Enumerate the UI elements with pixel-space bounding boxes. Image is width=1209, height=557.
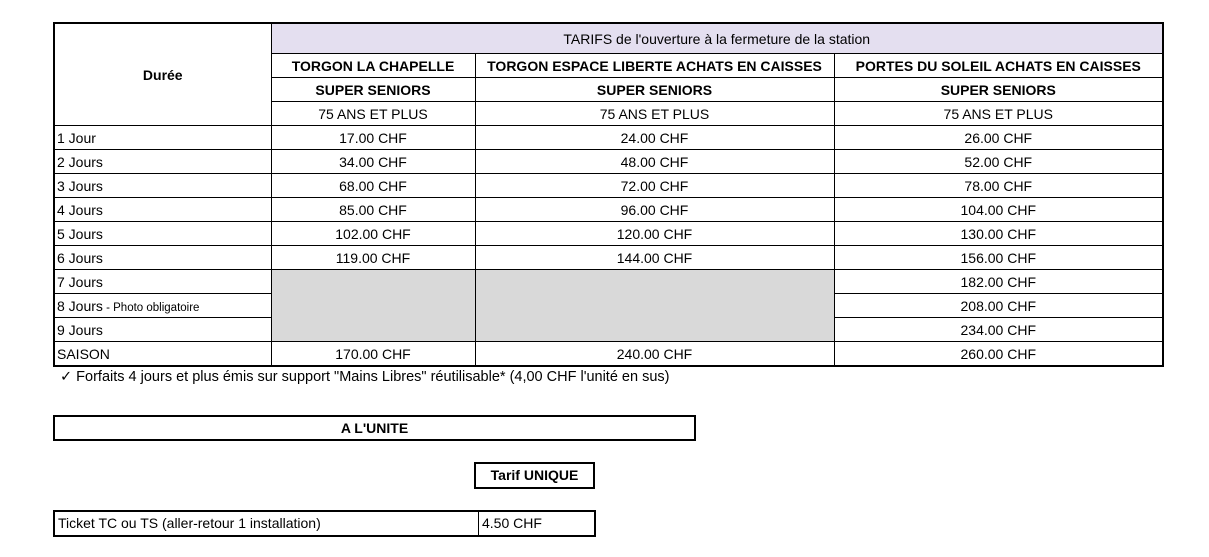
duration-cell: 9 Jours (54, 318, 271, 342)
table-title: TARIFS de l'ouverture à la fermeture de la station (271, 23, 1163, 54)
col-age: 75 ANS ET PLUS (271, 102, 475, 126)
price-cell: 72.00 CHF (475, 174, 834, 198)
col-station-name: PORTES DU SOLEIL ACHATS EN CAISSES (834, 54, 1163, 78)
price-cell: 260.00 CHF (834, 342, 1163, 367)
tarif-unique-header: Tarif UNIQUE (474, 462, 595, 489)
price-cell: 120.00 CHF (475, 222, 834, 246)
ticket-row (53, 510, 596, 537)
col-station-name: TORGON ESPACE LIBERTE ACHATS EN CAISSES (475, 54, 834, 78)
price-cell: 52.00 CHF (834, 150, 1163, 174)
price-cell: 144.00 CHF (475, 246, 834, 270)
price-cell: 17.00 CHF (271, 126, 475, 150)
price-cell: 182.00 CHF (834, 270, 1163, 294)
duration-cell: 2 Jours (54, 150, 271, 174)
price-cell: 208.00 CHF (834, 294, 1163, 318)
duration-cell: 7 Jours (54, 270, 271, 294)
title-row (54, 23, 1163, 54)
ticket-label: Ticket TC ou TS (aller-retour 1 installation) (55, 512, 479, 535)
price-cell: 130.00 CHF (834, 222, 1163, 246)
price-cell: 24.00 CHF (475, 126, 834, 150)
duration-cell: 4 Jours (54, 198, 271, 222)
price-cell: 234.00 CHF (834, 318, 1163, 342)
table-row (54, 198, 1163, 222)
col-age: 75 ANS ET PLUS (475, 102, 834, 126)
table-row (54, 342, 1163, 367)
duree-header: Durée (54, 23, 271, 126)
col-station-name: TORGON LA CHAPELLE (271, 54, 475, 78)
table-row (54, 174, 1163, 198)
footnote: ✓ Forfaits 4 jours et plus émis sur support "Mains Libres" réutilisable* (4,00 CHF l'unité en sus) (60, 369, 670, 385)
duration-cell: 6 Jours (54, 246, 271, 270)
duration-cell: 3 Jours (54, 174, 271, 198)
unavailable-cell (271, 270, 475, 342)
unavailable-cell (475, 270, 834, 342)
duration-cell: 8 Jours - Photo obligatoire (54, 294, 271, 318)
price-cell: 78.00 CHF (834, 174, 1163, 198)
price-cell: 156.00 CHF (834, 246, 1163, 270)
price-cell: 102.00 CHF (271, 222, 475, 246)
table-row (54, 150, 1163, 174)
price-cell: 68.00 CHF (271, 174, 475, 198)
col-category: SUPER SENIORS (475, 78, 834, 102)
table-row (54, 222, 1163, 246)
col-age: 75 ANS ET PLUS (834, 102, 1163, 126)
price-cell: 119.00 CHF (271, 246, 475, 270)
price-cell: 34.00 CHF (271, 150, 475, 174)
col-category: SUPER SENIORS (834, 78, 1163, 102)
unit-header: A L'UNITE (53, 415, 696, 441)
duration-cell: 5 Jours (54, 222, 271, 246)
table-row (54, 270, 1163, 294)
price-cell: 104.00 CHF (834, 198, 1163, 222)
col-category: SUPER SENIORS (271, 78, 475, 102)
price-cell: 240.00 CHF (475, 342, 834, 367)
photo-note: - Photo obligatoire (102, 301, 200, 314)
table-row (54, 246, 1163, 270)
price-cell: 96.00 CHF (475, 198, 834, 222)
duration-cell: 1 Jour (54, 126, 271, 150)
price-cell: 170.00 CHF (271, 342, 475, 367)
duration-cell: SAISON (54, 342, 271, 367)
price-cell: 48.00 CHF (475, 150, 834, 174)
price-cell: 85.00 CHF (271, 198, 475, 222)
table-row (54, 126, 1163, 150)
ticket-price: 4.50 CHF (482, 515, 542, 531)
price-cell: 26.00 CHF (834, 126, 1163, 150)
price-table (53, 22, 1164, 367)
